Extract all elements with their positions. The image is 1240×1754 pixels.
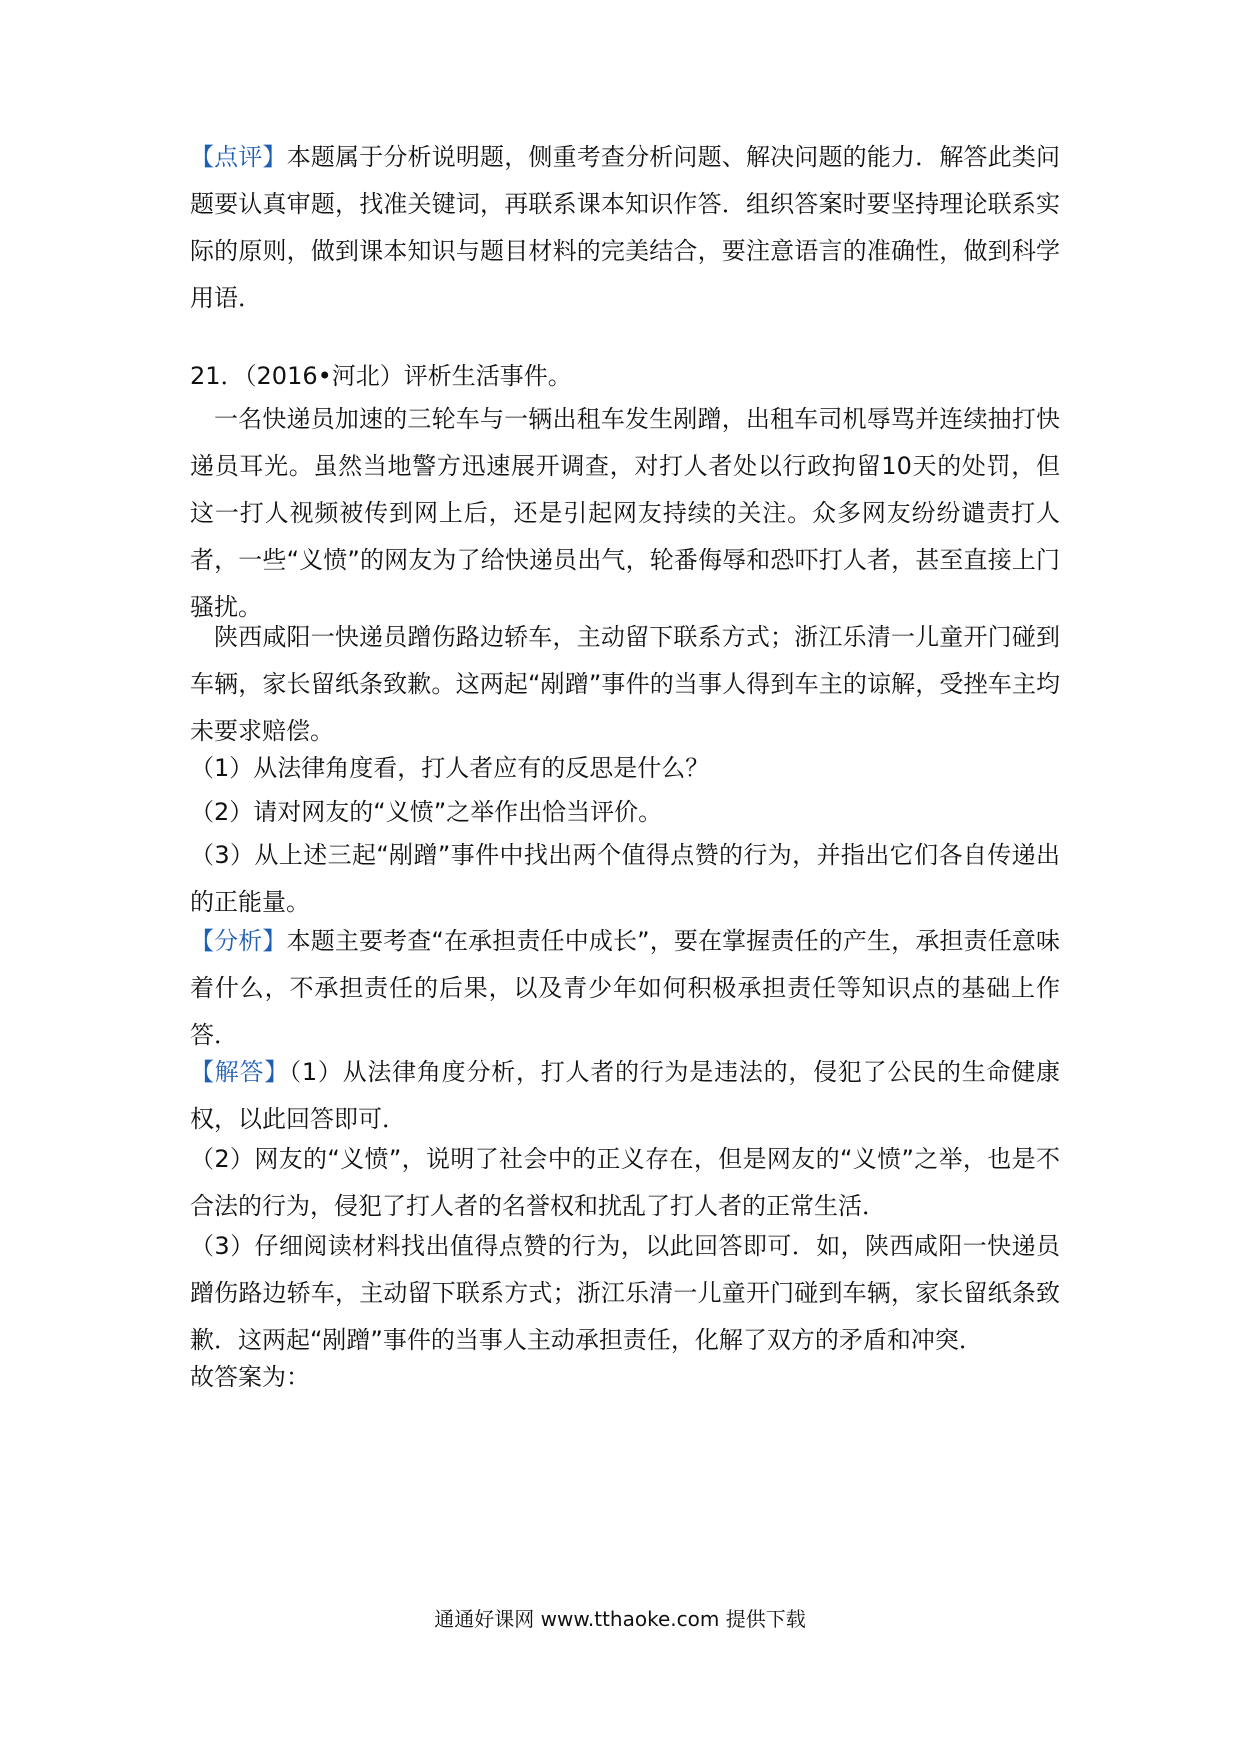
analysis-text: 本题主要考查“在承担责任中成长”，要在掌握责任的产生，承担责任意味着什么，不承担责任的后果，以及青少年如何积极承担责任等知识点的基础上作答． [190,927,1060,1049]
question-paragraph-1: 一名快递员加速的三轮车与一辆出租车发生剐蹭，出租车司机辱骂并连续抽打快递员耳光。虽然当地警方迅速展开调查，对打人者处以行政拘留10天的处罚，但这一打人视频被传到网上后，还是引起网友持续的关注。众多网友纷纷谴责打人者，一些“义愤”的网友为了给快递员出气，轮番侮辱和恐吓打人者，甚至直接上门骚扰。 [190,405,1060,621]
question-heading: 21．（2016•河北）评析生活事件。 [190,362,572,390]
answer-part-1: （1）从法律角度分析，打人者的行为是违法的，侵犯了公民的生命健康权，以此回答即可． [190,1058,1060,1133]
sub-question-3: （3）从上述三起“剐蹭”事件中找出两个值得点赞的行为，并指出它们各自传递出的正能量。 [190,841,1060,916]
analysis-section [190,918,1060,1059]
answer-part-3: （3）仔细阅读材料找出值得点赞的行为，以此回答即可．如，陕西咸阳一快递员蹭伤路边轿车，主动留下联系方式；浙江乐清一儿童开门碰到车辆，家长留纸条致歉．这两起“剐蹭”事件的当事人主动承担责任，化解了双方的矛盾和冲突． [190,1232,1060,1354]
sub-question-2: （2）请对网友的“义愤”之举作出恰当评价。 [190,798,663,826]
answer-conclusion: 故答案为： [190,1363,310,1391]
question-paragraph-2: 陕西咸阳一快递员蹭伤路边轿车，主动留下联系方式；浙江乐清一儿童开门碰到车辆，家长留纸条致歉。这两起“剐蹭”事件的当事人得到车主的谅解，受挫车主均未要求赔偿。 [190,623,1060,745]
analysis-tag: 【分析】 [190,927,287,955]
comment-section [190,134,1060,322]
page-footer: 通通好课网 www.tthaoke.com 提供下载 [434,1607,806,1631]
answer-tag: 【解答】 [190,1058,290,1086]
comment-tag: 【点评】 [190,143,287,171]
answer-part-2: （2）网友的“义愤”，说明了社会中的正义存在，但是网友的“义愤”之举，也是不合法的行为，侵犯了打人者的名誉权和扰乱了打人者的正常生活． [190,1145,1060,1220]
answer-section [190,1049,1060,1143]
sub-question-1: （1）从法律角度看，打人者应有的反思是什么？ [190,754,710,782]
comment-text: 本题属于分析说明题，侧重考查分析问题、解决问题的能力．解答此类问题要认真审题，找准关键词，再联系课本知识作答．组织答案时要坚持理论联系实际的原则，做到课本知识与题目材料的完美结合，要注意语言的准确性，做到科学用语． [190,143,1060,312]
